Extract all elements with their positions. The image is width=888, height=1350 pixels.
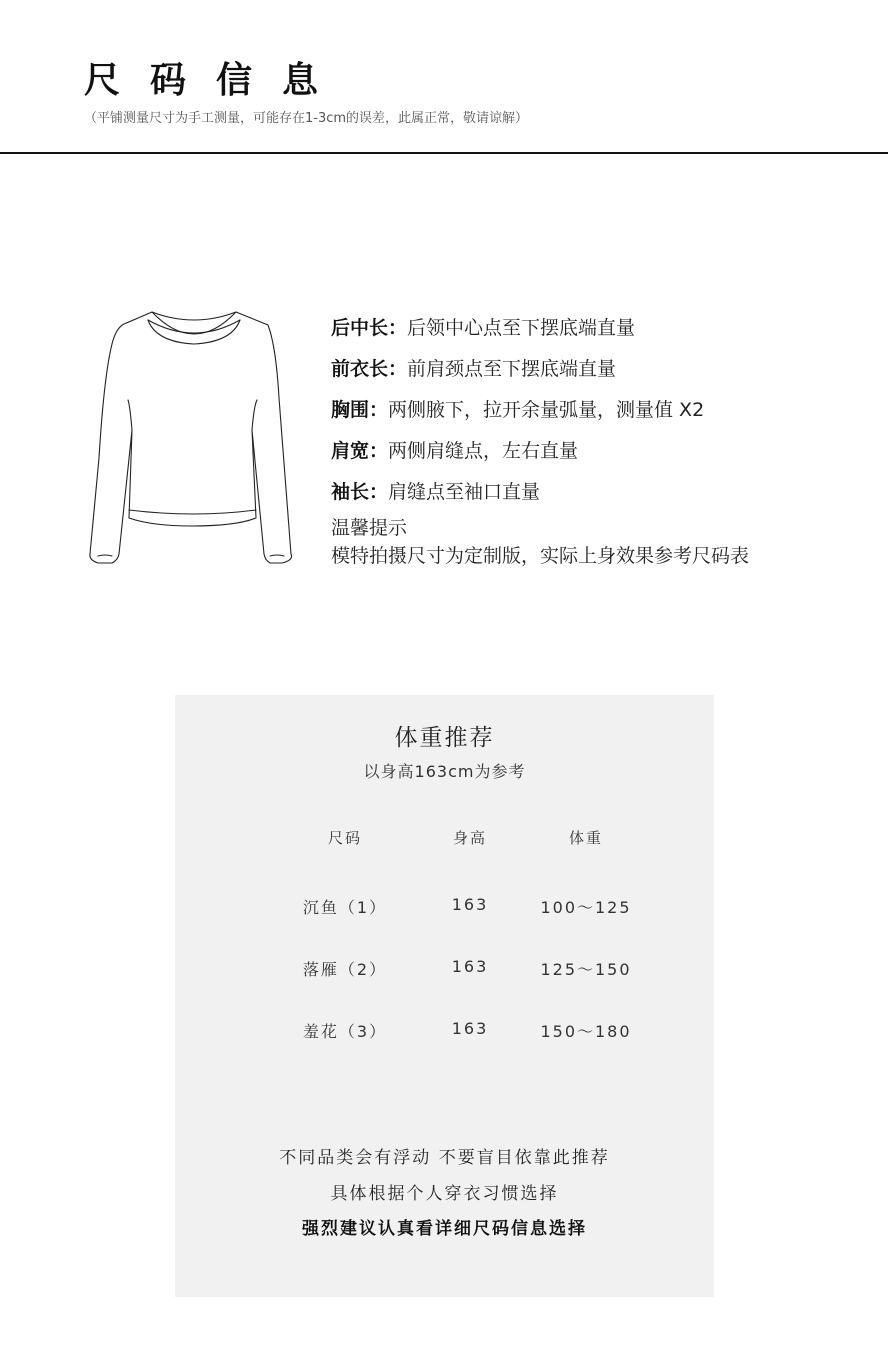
size-table	[175, 695, 714, 1095]
measurement-guide	[331, 308, 871, 513]
measure-back-length: 后中长：后领中心点至下摆底端直量	[331, 317, 636, 339]
measure-chest: 胸围：两侧腋下，拉开余量弧量，测量值 X2	[331, 399, 705, 421]
measure-sleeve: 袖长：肩缝点至袖口直量	[331, 481, 541, 503]
table-cell-height: 163	[451, 957, 489, 976]
table-cell-size: 羞花（3）	[302, 1022, 388, 1041]
column-header-weight: 体重	[568, 829, 603, 847]
table-cell-size: 沉鱼（1）	[302, 898, 388, 917]
table-cell-size: 落雁（2）	[302, 960, 388, 979]
table-cell-weight: 125～150	[540, 960, 632, 979]
tips-title: 温馨提示	[331, 517, 408, 539]
table-cell-weight: 100～125	[540, 898, 632, 917]
table-cell-height: 163	[451, 1019, 489, 1038]
panel-note: 不同品类会有浮动 不要盲目依靠此推荐	[279, 1148, 610, 1168]
header-divider	[0, 152, 888, 154]
weight-recommendation-panel	[175, 695, 714, 1297]
tips-block	[331, 514, 871, 570]
table-cell-weight: 150～180	[540, 1022, 632, 1041]
panel-note: 具体根据个人穿衣习惯选择	[330, 1184, 559, 1204]
measure-front-length: 前衣长：前肩颈点至下摆底端直量	[331, 358, 617, 380]
table-cell-height: 163	[451, 895, 489, 914]
panel-title: 体重推荐	[394, 725, 495, 751]
panel-subtitle: 以身高163cm为参考	[363, 762, 526, 781]
page-title: 尺码信息	[84, 60, 349, 101]
panel-note-emphasis: 强烈建议认真看详细尺码信息选择	[302, 1219, 587, 1239]
measure-shoulder: 肩宽：两侧肩缝点，左右直量	[331, 440, 579, 462]
tips-text: 模特拍摄尺寸为定制版，实际上身效果参考尺码表	[331, 545, 750, 567]
column-header-height: 身高	[452, 829, 487, 847]
column-header-size: 尺码	[327, 829, 362, 847]
long-sleeve-top-outline-icon	[86, 306, 302, 568]
measurement-disclaimer: （平铺测量尺寸为手工测量，可能存在1-3cm的误差，此属正常，敬请谅解）	[84, 111, 529, 126]
